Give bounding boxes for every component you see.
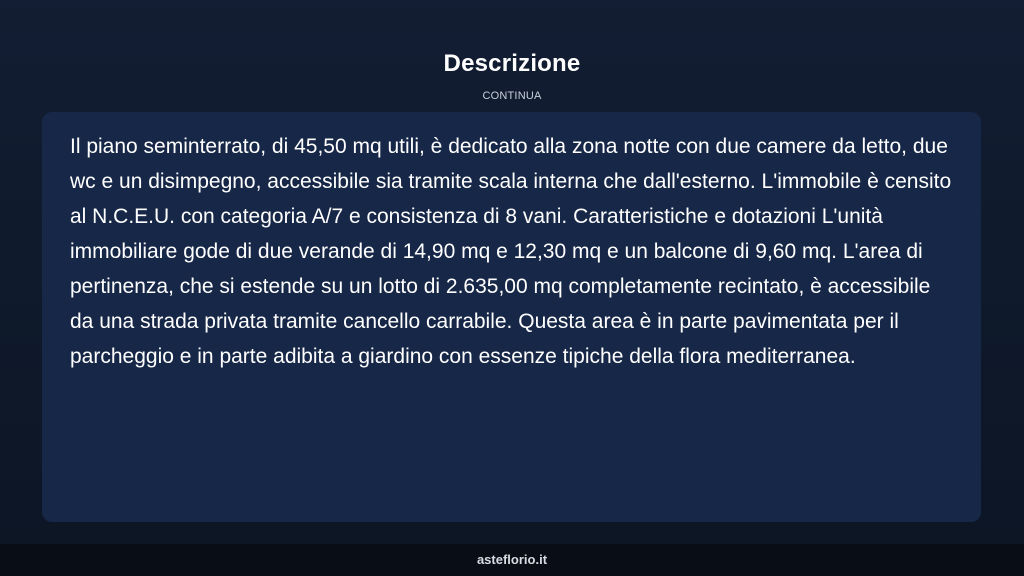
page-title: Descrizione (443, 50, 581, 77)
footer (0, 544, 1024, 576)
description-text: Il piano seminterrato, di 45,50 mq utili, è dedicato alla zona notte con due camere da letto, due wc e un disimpegno, accessibile sia tramite scala interna che dall'esterno. L'immobile è censito al N.C.E.U. con categoria A/7 e consistenza di 8 vani. Caratteristiche e dotazioni L'unità immobiliare gode di due verande di 14,90 mq e 12,30 mq e un balcone di 9,60 mq. L'area di pertinenza, che si estende su un lotto di 2.635,00 mq completamente recintato, è accessibile da una strada privata tramite cancello carrabile. Questa area è in parte pavimentata per il parcheggio e in parte adibita a giardino con essenze tipiche della flora mediterranea. (70, 135, 952, 368)
site-name: asteflorio.it (476, 552, 548, 567)
description-card (42, 112, 981, 522)
continue-label: CONTINUA (482, 90, 542, 102)
header (0, 0, 1024, 112)
